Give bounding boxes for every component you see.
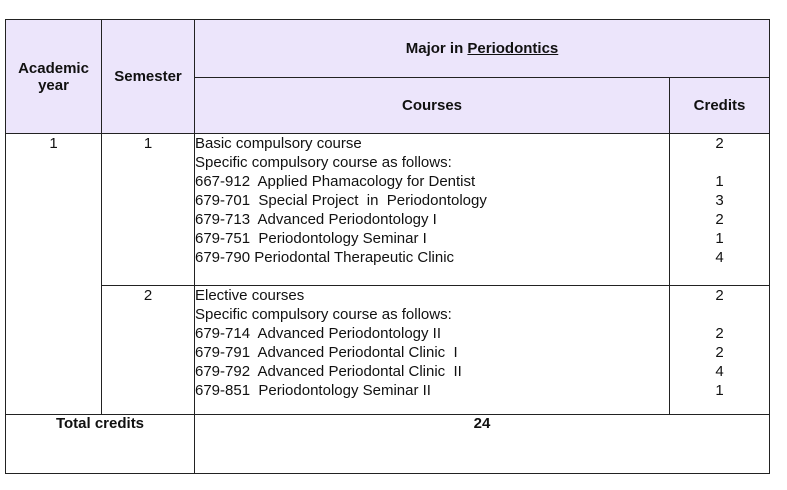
credit-value: 3	[715, 192, 724, 210]
total-row	[6, 414, 770, 473]
credit-value: 2	[715, 135, 724, 153]
course-line: Specific compulsory course as follows:	[195, 154, 452, 172]
credit-value	[670, 305, 769, 324]
course-line: 679-713 Advanced Periodontology I	[195, 211, 437, 229]
credit-value: 1	[715, 173, 724, 191]
courses-cell	[195, 134, 670, 285]
table-row	[6, 134, 770, 285]
course-line: Basic compulsory course	[195, 135, 362, 153]
course-line: 679-701 Special Project in Periodontology	[195, 192, 487, 210]
courses-cell	[195, 285, 670, 414]
course-line: 667-912 Applied Phamacology for Dentist	[195, 173, 476, 191]
courses-header: Courses	[195, 78, 670, 134]
course-line: Specific compulsory course as follows:	[195, 305, 452, 323]
major-header	[195, 20, 770, 78]
semester-header: Semester	[102, 20, 195, 134]
table-row	[6, 285, 770, 414]
semester-cell: 2	[102, 285, 195, 414]
course-line: Elective courses	[195, 286, 305, 304]
credit-value: 1	[715, 381, 724, 399]
course-line: 679-751 Periodontology Seminar I	[195, 230, 427, 248]
credits-cell	[670, 285, 770, 414]
semester-cell: 1	[102, 134, 195, 285]
course-line: 679-791 Advanced Periodontal Clinic I	[195, 343, 458, 361]
total-credits-label: Total credits	[6, 414, 195, 473]
credits-cell	[670, 134, 770, 285]
credit-value: 2	[715, 211, 724, 229]
course-line: 679-790 Periodontal Therapeutic Clinic	[195, 249, 455, 267]
curriculum-table	[5, 19, 770, 474]
academic-year-cell: 1	[6, 134, 102, 415]
major-subject: Periodontics	[467, 40, 559, 58]
course-line: 679-792 Advanced Periodontal Clinic II	[195, 362, 462, 380]
credit-value: 2	[715, 286, 724, 304]
credit-value: 4	[715, 362, 724, 380]
major-prefix: Major in	[405, 40, 464, 58]
course-line: 679-851 Periodontology Seminar II	[195, 381, 431, 399]
course-line: 679-714 Advanced Periodontology II	[195, 324, 442, 342]
header-row-top	[6, 20, 770, 78]
credit-value: 4	[715, 249, 724, 267]
academic-year-header: Academic year	[6, 20, 102, 134]
total-credits-value: 24	[195, 414, 770, 473]
credit-value: 2	[715, 324, 724, 342]
credit-value: 2	[715, 343, 724, 361]
credits-header: Credits	[670, 78, 770, 134]
credit-value: 1	[715, 230, 724, 248]
credit-value	[670, 153, 769, 172]
